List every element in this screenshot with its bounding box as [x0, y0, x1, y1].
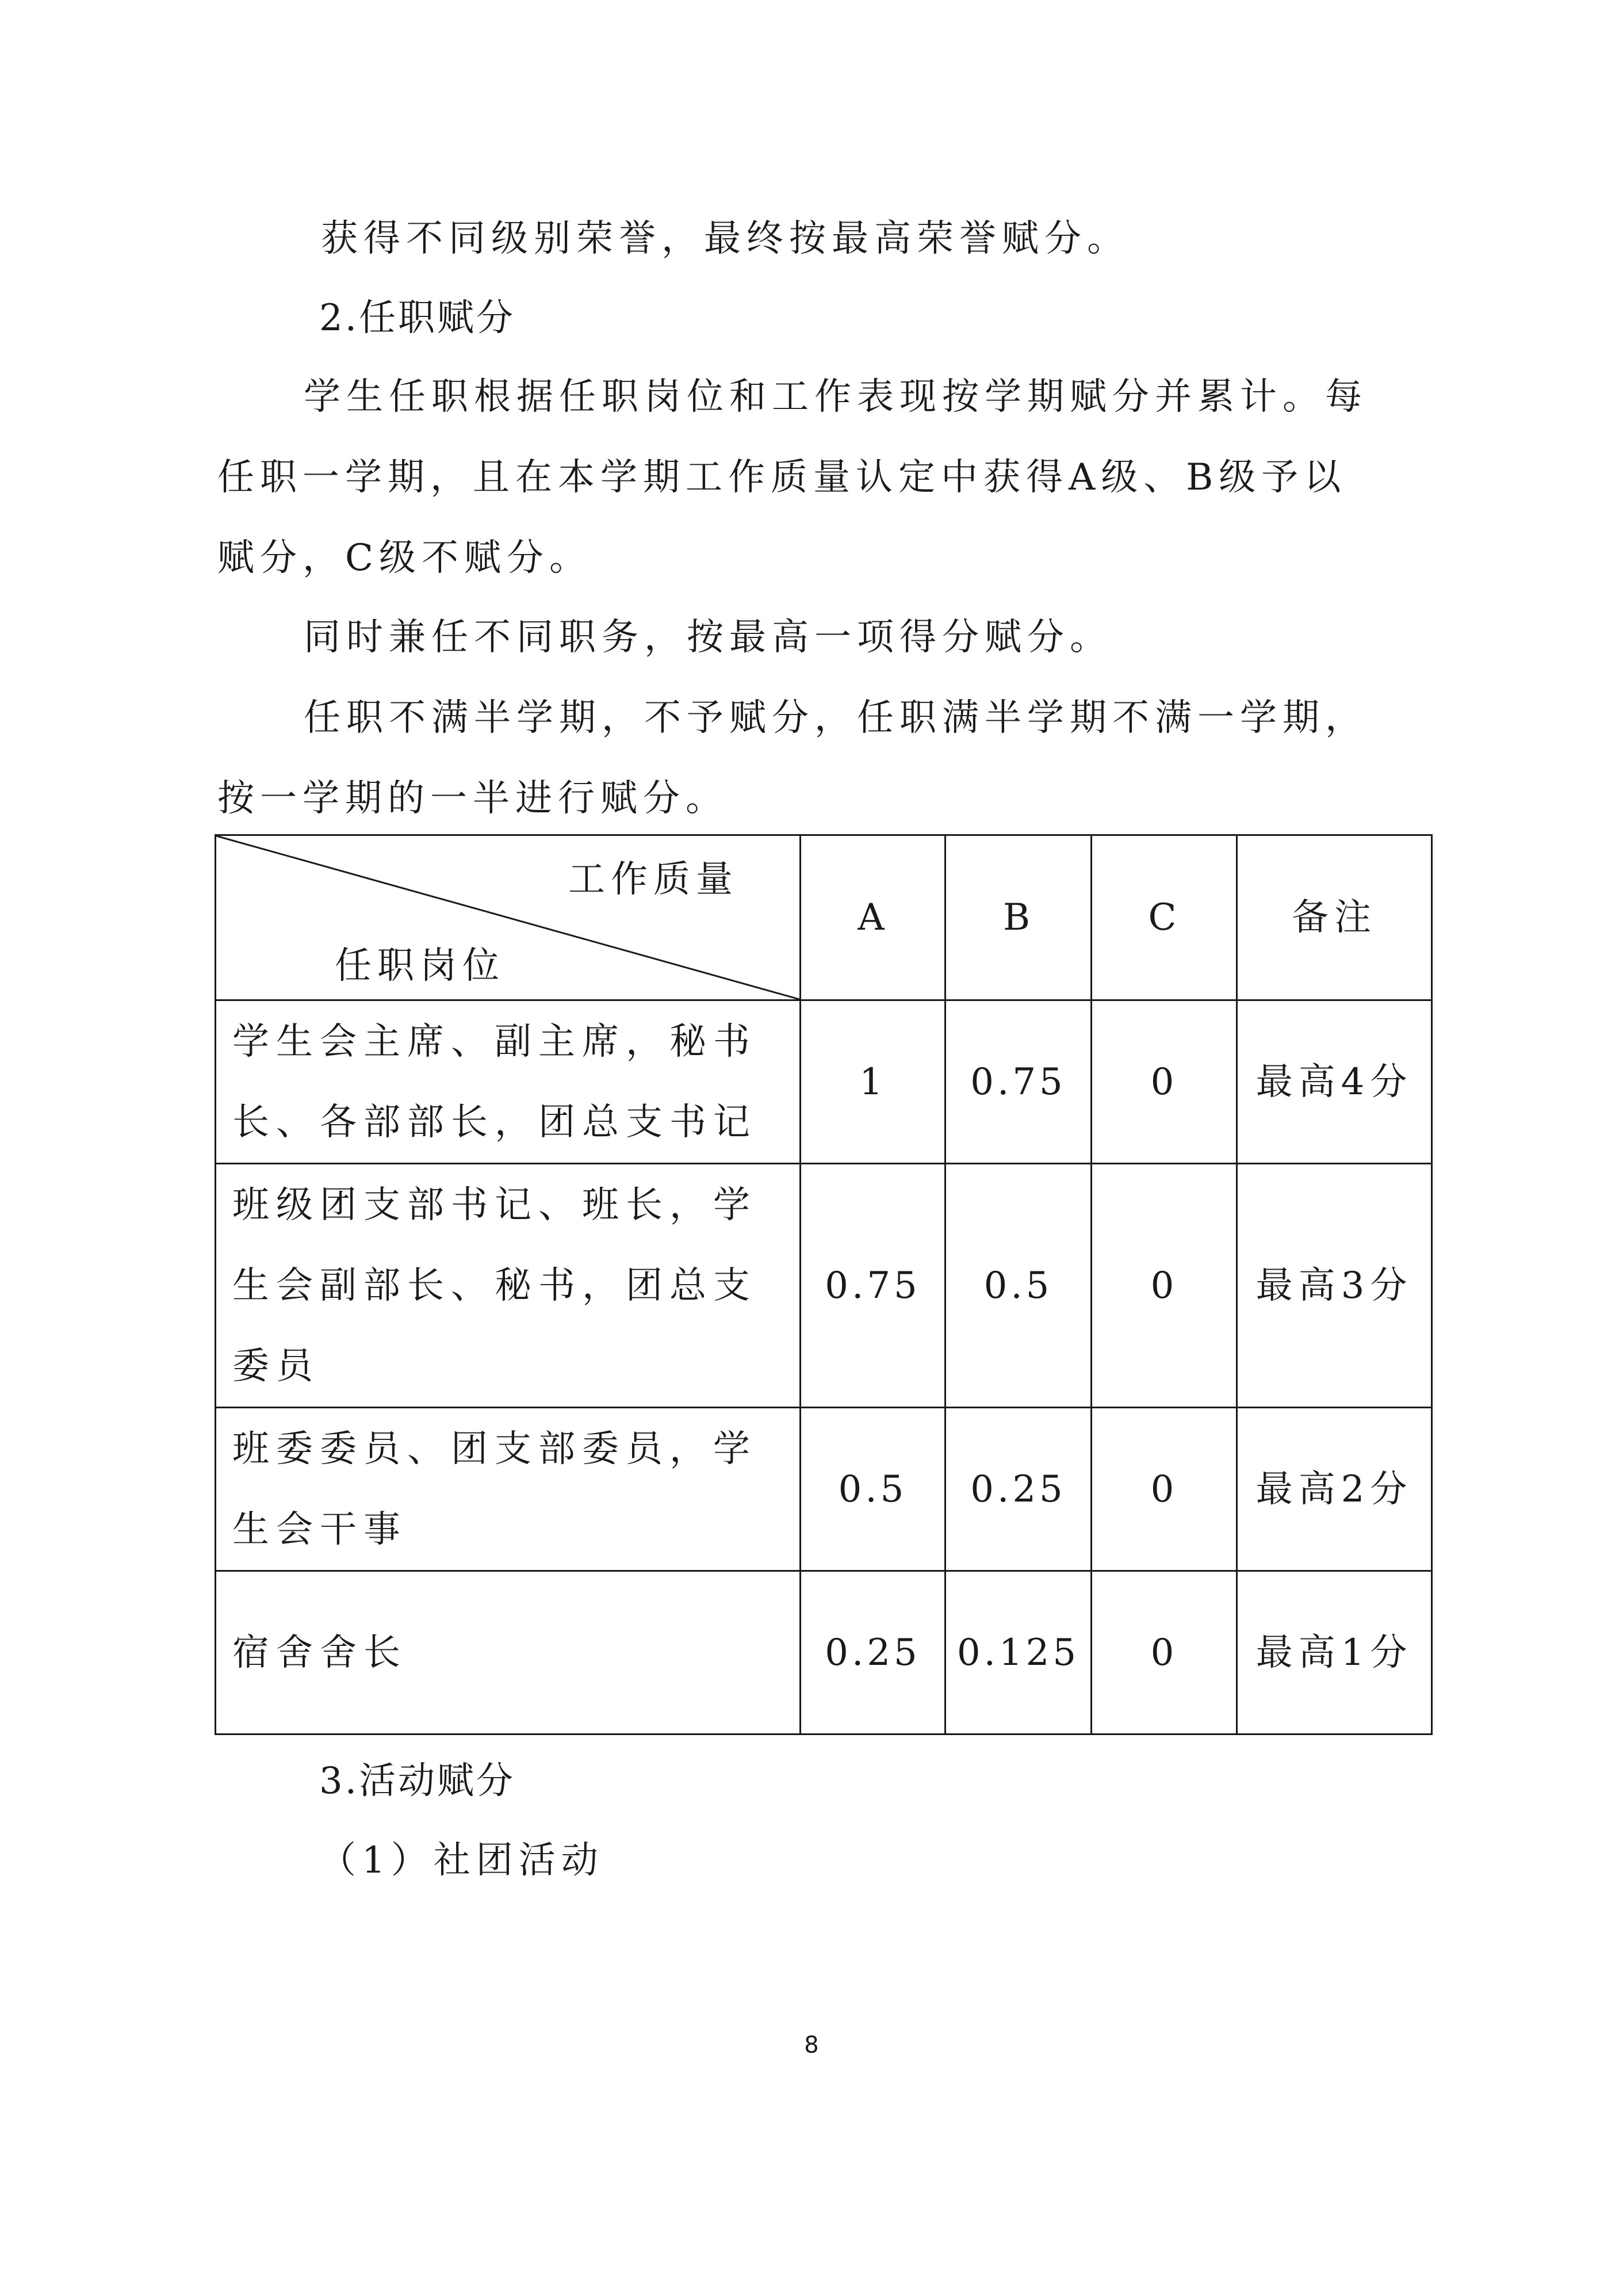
paragraph-honor-rule: 获得不同级别荣誉，最终按最高荣誉赋分。: [321, 217, 1130, 260]
table-row: [216, 1408, 1432, 1571]
row-note: 最高1分: [1237, 1571, 1432, 1735]
table-header-row: [216, 835, 1432, 1000]
paragraph-partial-term-line2: 按一学期的一半进行赋分。: [217, 777, 728, 820]
row-score-a: 0.25: [801, 1571, 946, 1735]
header-col-note: 备注: [1237, 835, 1432, 1000]
paragraph-concurrent-roles: 同时兼任不同职务，按最高一项得分赋分。: [304, 616, 1112, 659]
position-score-table: [215, 834, 1433, 1735]
header-position-label: 任职岗位: [335, 945, 505, 987]
paragraph-position-rule-line1: 学生任职根据任职岗位和工作表现按学期赋分并累计。每: [304, 376, 1368, 418]
row-score-b: 0.75: [946, 1000, 1092, 1164]
row-score-a: 1: [801, 1000, 946, 1164]
row-score-c: 0: [1092, 1164, 1237, 1408]
section-heading-position-scoring: 2.任职赋分: [319, 297, 516, 339]
row-score-a: 0.5: [801, 1408, 946, 1571]
row-score-c: 0: [1092, 1408, 1237, 1571]
section-heading-activity-scoring: 3.活动赋分: [319, 1760, 516, 1802]
paragraph-position-rule-line3: 赋分，C级不赋分。: [217, 537, 592, 579]
row-score-b: 0.5: [946, 1164, 1092, 1408]
row-position-cell: 学生会主席、副主席，秘书长、各部部长，团总支书记: [216, 1000, 801, 1164]
table-row: [216, 1164, 1432, 1408]
header-work-quality-label: 工作质量: [568, 858, 738, 901]
row-position-cell: 班级团支部书记、班长，学生会副部长、秘书，团总支委员: [216, 1164, 801, 1408]
page-number: 8: [804, 2032, 819, 2058]
subsection-heading-club-activities: （1）社团活动: [319, 1839, 604, 1882]
row-position-cell: 班委委员、团支部委员，学生会干事: [216, 1408, 801, 1571]
row-note: 最高4分: [1237, 1000, 1432, 1164]
diagonal-header-cell: [216, 835, 801, 1000]
paragraph-partial-term-line1: 任职不满半学期，不予赋分，任职满半学期不满一学期，: [304, 697, 1368, 739]
row-score-c: 0: [1092, 1571, 1237, 1735]
header-col-a: A: [801, 835, 946, 1000]
row-note: 最高2分: [1237, 1408, 1432, 1571]
row-score-a: 0.75: [801, 1164, 946, 1408]
row-position-cell: 宿舍舍长: [216, 1571, 801, 1735]
header-col-c: C: [1092, 835, 1237, 1000]
row-score-b: 0.125: [946, 1571, 1092, 1735]
table-row: [216, 1571, 1432, 1735]
paragraph-position-rule-line2: 任职一学期，且在本学期工作质量认定中获得A级、B级予以: [217, 456, 1347, 499]
row-score-b: 0.25: [946, 1408, 1092, 1571]
row-score-c: 0: [1092, 1000, 1237, 1164]
table-row: [216, 1000, 1432, 1164]
row-note: 最高3分: [1237, 1164, 1432, 1408]
header-col-b: B: [946, 835, 1092, 1000]
